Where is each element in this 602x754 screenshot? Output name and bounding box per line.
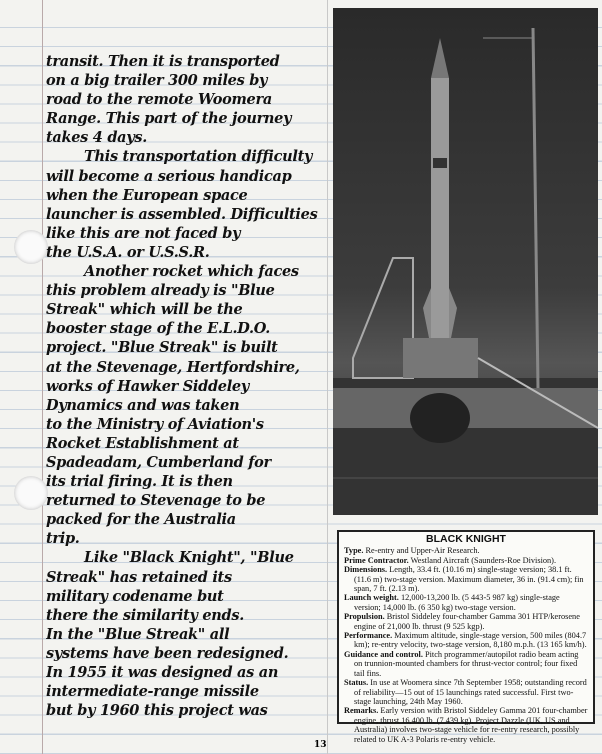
handwritten-line: takes 4 days. [46, 129, 147, 147]
spec-label: Type. [344, 546, 364, 556]
spec-label: Performance. [344, 631, 393, 641]
rocket-photo [333, 8, 598, 515]
handwritten-line: there the similarity ends. [46, 606, 244, 624]
handwritten-line: works of Hawker Siddeley [46, 377, 249, 395]
handwritten-line: In the "Blue Streak" all [46, 625, 230, 643]
handwritten-line: Range. This part of the journey [46, 110, 292, 128]
punch-hole [14, 230, 48, 264]
spec-text: Length, 33.4 ft. (10.16 m) single-stage version; 38.1 ft. (11.6 m) two-stage version. Maximum diameter, 36 in. (91.4 cm); fin span, 7 ft. (2.13 m). [354, 565, 584, 594]
spec-text: Pitch programmer/autopilot radio beam acting on trunnion-mounted chambers for thrust-vector control; four fixed tail fins. [354, 649, 579, 678]
spec-entry [344, 565, 588, 593]
handwritten-line: on a big trailer 300 miles by [46, 72, 268, 90]
handwritten-line: to the Ministry of Aviation's [46, 415, 264, 433]
handwritten-line: but by 1960 this project was [46, 702, 268, 720]
spec-label: Status. [344, 678, 369, 688]
spec-label: Remarks. [344, 706, 379, 716]
spec-entry [344, 706, 588, 744]
handwritten-line: this problem already is "Blue [46, 282, 275, 300]
handwritten-line: returned to Stevenage to be [46, 492, 266, 510]
handwritten-line: Streak" has retained its [46, 568, 232, 586]
handwritten-line: will become a serious handicap [46, 167, 292, 185]
spec-label: Launch weight. [344, 593, 399, 603]
spec-text: Maximum altitude, single-stage version, 500 miles (804.7 km); re-entry velocity, two-stage version, 8,180 m.p.h. (13 165 km/h). [354, 631, 587, 650]
handwritten-line: launcher is assembled. Difficulties [46, 205, 318, 223]
handwritten-line: Like "Black Knight", "Blue [84, 549, 294, 567]
margin-line [42, 0, 43, 754]
spec-entry [344, 631, 588, 650]
spec-label: Prime Contractor. [344, 555, 409, 565]
handwritten-line: booster stage of the E.L.D.O. [46, 320, 270, 338]
handwritten-line: Another rocket which faces [84, 263, 299, 281]
handwritten-line: packed for the Australia [46, 511, 236, 529]
spec-label: Dimensions. [344, 565, 388, 575]
handwritten-line: its trial firing. It is then [46, 473, 233, 491]
spec-entry [344, 650, 588, 678]
handwritten-line: the U.S.A. or U.S.S.R. [46, 243, 210, 261]
spec-entry [344, 678, 588, 706]
handwritten-line: Rocket Establishment at [46, 434, 239, 452]
handwritten-line: military codename but [46, 587, 224, 605]
handwritten-text [46, 52, 331, 720]
handwritten-line: systems have been redesigned. [46, 644, 289, 662]
spec-entry [344, 593, 588, 612]
punch-hole [14, 476, 48, 510]
handwritten-line: when the European space [46, 186, 248, 204]
black-knight-rocket-image [333, 8, 598, 515]
handwritten-line: transit. Then it is transported [46, 53, 280, 70]
handwritten-line: project. "Blue Streak" is built [46, 339, 278, 357]
handwritten-line: like this are not faced by [46, 224, 241, 242]
spec-text: 12,000-13,200 lb. (5 443-5 987 kg) single-stage version; 14,000 lb. (6 350 kg) two-stage version. [354, 593, 560, 612]
handwritten-line: intermediate-range missile [46, 683, 259, 701]
handwritten-line: This transportation difficulty [84, 148, 313, 166]
spec-entry [344, 612, 588, 631]
handwritten-line: trip. [46, 530, 80, 548]
spec-entry [344, 546, 588, 555]
spec-text: Early version with Bristol Siddeley Gamma 201 four-chamber engine, thrust 16,400 lb. (7 439 kg). Project Dazzle (UK, US and Australia) involves two-stage vehicle for re-entry research, possibly related to UK A-3 Polaris re-entry vehicle. [354, 706, 588, 744]
spec-text: Westland Aircraft (Saunders-Roe Division). [410, 555, 557, 565]
handwritten-line: Spadeadam, Cumberland for [46, 453, 271, 471]
spec-text: Re-entry and Upper-Air Research. [365, 546, 480, 556]
handwritten-line: Streak" which will be the [46, 301, 243, 319]
spec-text: In use at Woomera since 7th September 1958; outstanding record of reliability—15 out of 15 launchings rated successful. First two-stage launching, 24th May 1960. [354, 678, 587, 706]
handwritten-line: In 1955 it was designed as an [46, 664, 279, 681]
spec-label: Guidance and control. [344, 649, 423, 659]
spec-label: Propulsion. [344, 612, 385, 622]
spec-text: Bristol Siddeley four-chamber Gamma 301 HTP/kerosene engine of 21,000 lb. thrust (9 525 kgp). [354, 612, 580, 631]
specification-box [337, 530, 595, 744]
handwritten-line: at the Stevenage, Hertfordshire, [46, 358, 300, 376]
caption-title: BLACK KNIGHT [426, 533, 506, 545]
handwritten-line: Dynamics and was taken [46, 396, 240, 414]
spec-entry [344, 556, 588, 565]
page-number: 13 [314, 740, 327, 750]
handwritten-line: road to the remote Woomera [46, 91, 272, 109]
